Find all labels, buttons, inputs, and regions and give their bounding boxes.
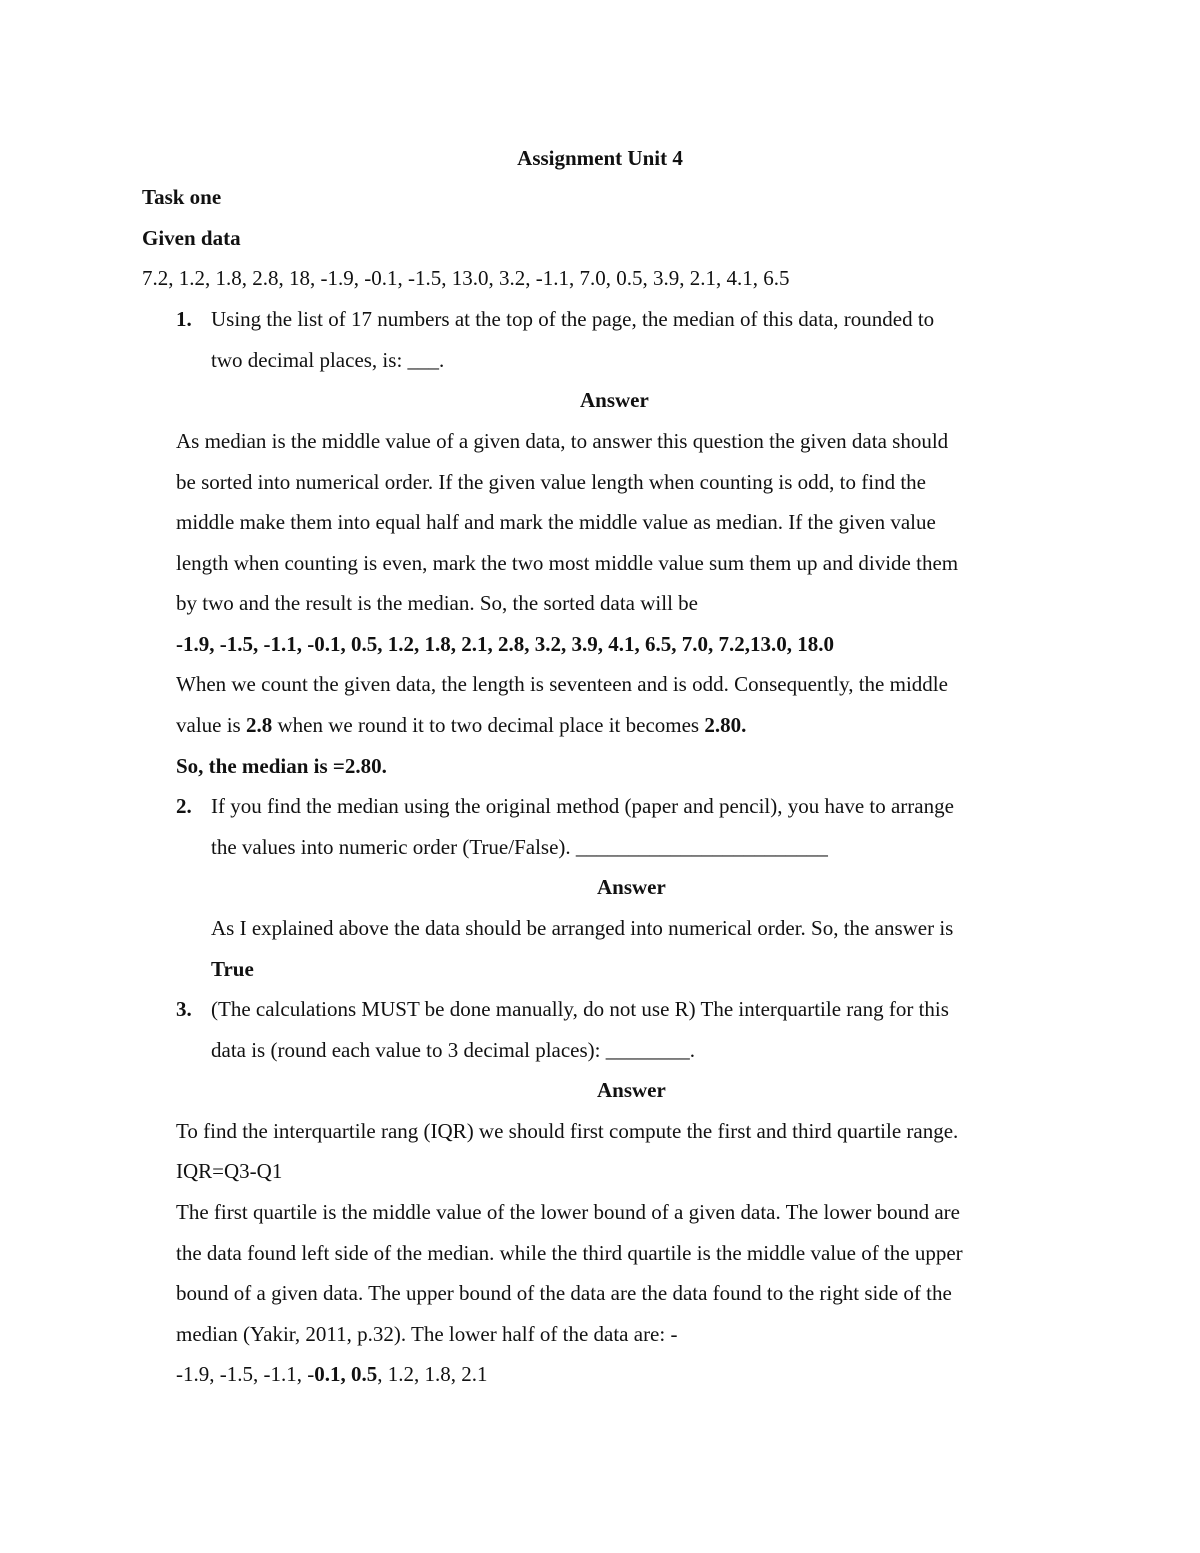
q2-answer-value: True (211, 957, 254, 981)
q1-number: 1. (176, 307, 192, 331)
q2-answer-heading: Answer (597, 875, 666, 899)
q1-body-1: As median is the middle value of a given data, to answer this question the given data should (176, 429, 949, 453)
q1-line2: two decimal places, is: ___. (211, 348, 445, 372)
q1-middle-rounded: 2.80. (704, 713, 747, 737)
document-title: Assignment Unit 4 (517, 146, 683, 170)
q2-body-1: As I explained above the data should be arranged into numerical order. So, the answer is (211, 916, 954, 940)
q3-lower-part-c: , 1.2, 1.8, 2.1 (377, 1362, 488, 1386)
q1-body-4: length when counting is even, mark the two most middle value sum them up and divide them (176, 551, 959, 575)
q3-lower-part-b: 0.1, 0.5 (314, 1362, 378, 1386)
q1-middle-value: 2.8 (245, 713, 273, 737)
q3-number: 3. (176, 997, 192, 1021)
q2-line2: the values into numeric order (True/False). ________________________ (211, 835, 828, 859)
q2-line1: If you find the median using the original method (paper and pencil), you have to arrange (211, 794, 954, 818)
q3-formula: IQR=Q3-Q1 (176, 1159, 283, 1183)
q3-body-2: The first quartile is the middle value of the lower bound of a given data. The lower bound are (176, 1200, 960, 1224)
q1-body-5: by two and the result is the median. So, the sorted data will be (176, 591, 698, 615)
q3-line1: (The calculations MUST be done manually, do not use R) The interquartile rang for this (211, 997, 949, 1021)
q3-lower-part-a: -1.9, -1.5, -1.1, - (176, 1362, 315, 1386)
q1-sorted-data: -1.9, -1.5, -1.1, -0.1, 0.5, 1.2, 1.8, 2.1, 2.8, 3.2, 3.9, 4.1, 6.5, 7.0, 7.2,13.0, 18.0 (176, 632, 834, 656)
q1-answer-heading: Answer (580, 388, 649, 412)
q1-middle-pre: value is (176, 713, 246, 737)
q3-body-1: To find the interquartile rang (IQR) we should first compute the first and third quartile range. (176, 1119, 959, 1143)
q1-body-2: be sorted into numerical order. If the given value length when counting is odd, to find the (176, 470, 926, 494)
q1-line1: Using the list of 17 numbers at the top of the page, the median of this data, rounded to (211, 307, 935, 331)
given-values: 7.2, 1.2, 1.8, 2.8, 18, -1.9, -0.1, -1.5, 13.0, 3.2, -1.1, 7.0, 0.5, 3.9, 2.1, 4.1, 6.5 (142, 266, 790, 290)
q3-body-4: bound of a given data. The upper bound of the data are the data found to the right side of the (176, 1281, 952, 1305)
q1-conclusion: So, the median is =2.80. (176, 754, 387, 778)
q1-body-3: middle make them into equal half and mark the middle value as median. If the given value (176, 510, 936, 534)
q1-count-line: When we count the given data, the length is seventeen and is odd. Consequently, the middle (176, 672, 948, 696)
given-heading: Given data (142, 226, 241, 250)
q1-middle-line (176, 711, 746, 739)
q3-body-5: median (Yakir, 2011, p.32). The lower half of the data are: - (176, 1322, 678, 1346)
q3-line2: data is (round each value to 3 decimal places): ________. (211, 1038, 696, 1062)
q3-body-3: the data found left side of the median. while the third quartile is the middle value of the upper (176, 1241, 963, 1265)
q3-answer-heading: Answer (597, 1078, 666, 1102)
q1-middle-mid: when we round it to two decimal place it becomes (272, 713, 705, 737)
q2-number: 2. (176, 794, 192, 818)
task-heading: Task one (142, 185, 222, 209)
q3-lower-half (176, 1360, 487, 1388)
